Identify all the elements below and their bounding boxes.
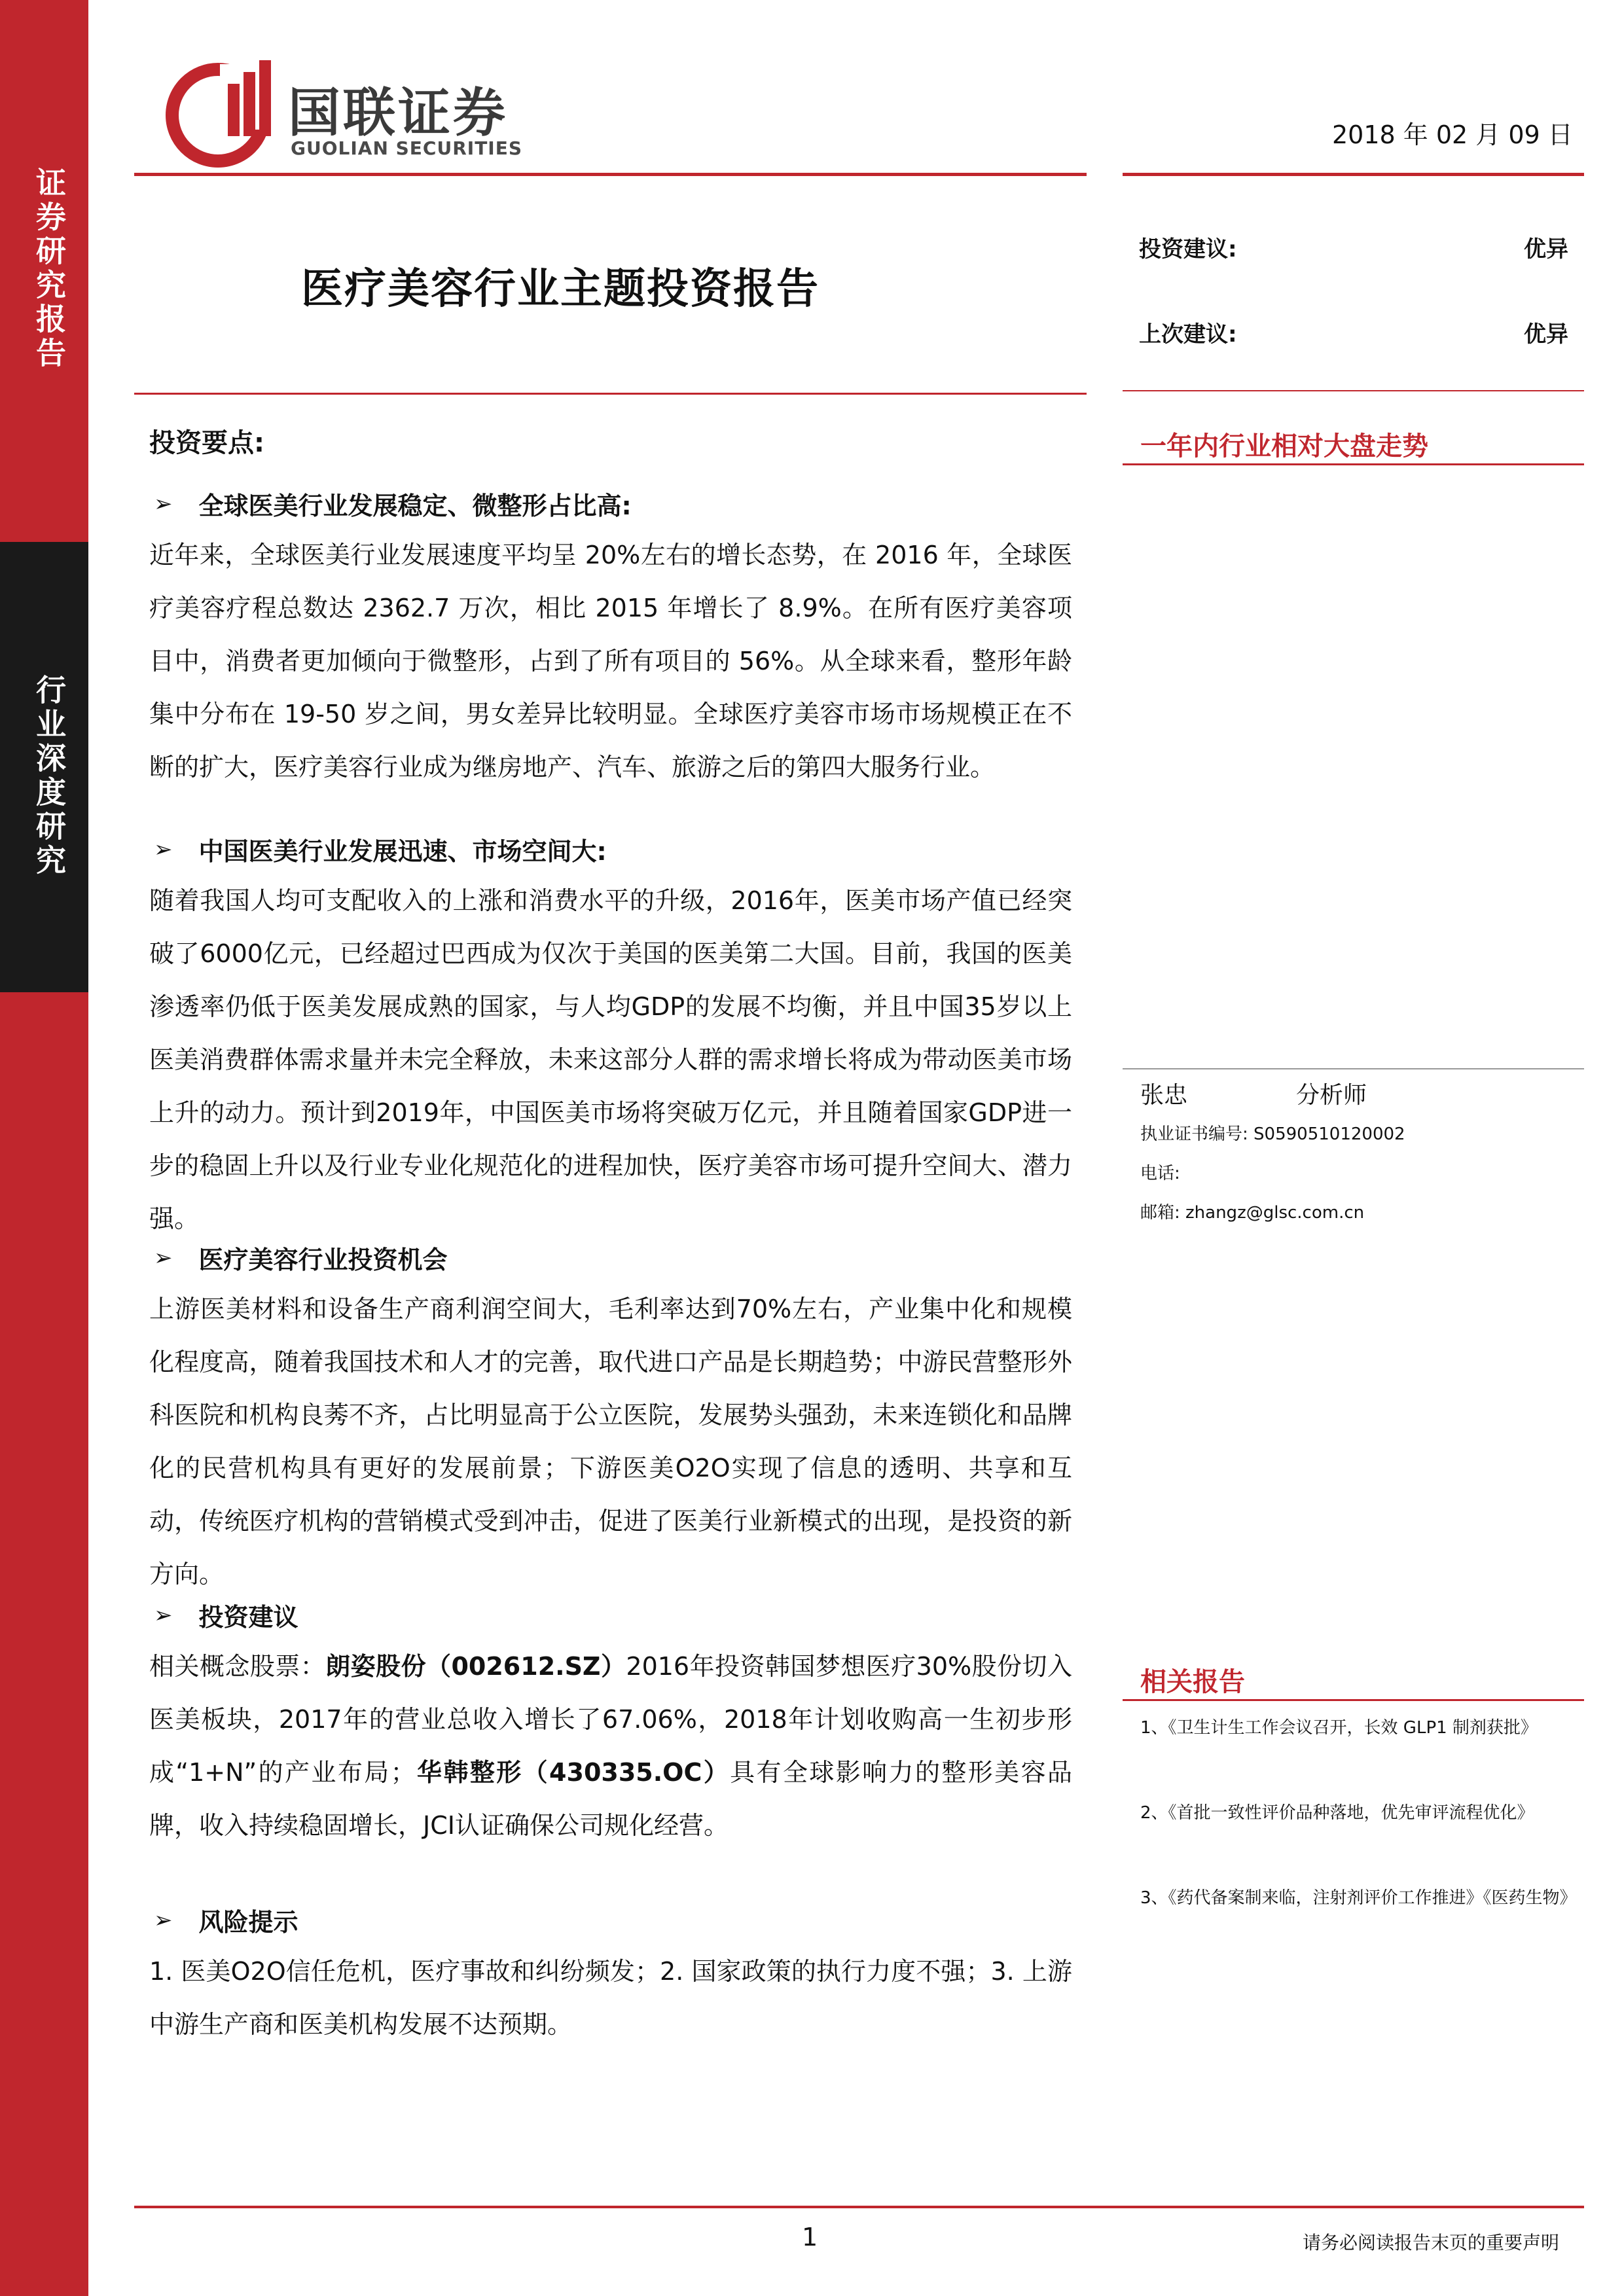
chart-heading-rule xyxy=(1123,463,1584,465)
related-heading-rule xyxy=(1123,1699,1584,1701)
section-1-body: 近年来，全球医美行业发展速度平均呈 20%左右的增长态势，在 2016 年，全球医疗美容疗程总数达 2362.7 万次，相比 2015 年增长了 8.9%。在所有医疗美容项目中，消费者更加倾向于微整形，占到了所有项目的 56%。从全球来看，整形年龄集中分布在 19-50 岁之间，男女差异比较明显。全球医疗美容市场市场规模正在不断的扩大，医疗美容行业成为继房地产、汽车、旅游之后的第四大服务行业。 xyxy=(149,541,1072,781)
analyst-cert: 执业证书编号: S0590510120002 xyxy=(1140,1124,1405,1144)
section-1-title: 全球医美行业发展稳定、微整形占比高: xyxy=(198,492,632,520)
bullet-arrow-icon: ➢ xyxy=(154,490,173,517)
section-3-body: 上游医美材料和设备生产商利润空间大，毛利率达到70%左右，产业集中化和规模化程度高，随着我国技术和人才的完善，取代进口产品是长期趋势；中游民营整形外科医院和机构良莠不齐，占比明显高于公立医院，发展势头强劲，未来连锁化和品牌化的民营机构具有更好的发展前景；下游医美O2O实现了信息的透明、共享和互动，传统医疗机构的营销模式受到冲击，促进了医美行业新模式的出现，是投资的新方向。 xyxy=(149,1295,1072,1588)
analyst-phone: 电话: xyxy=(1140,1164,1180,1183)
related-heading: 相关报告 xyxy=(1140,1667,1245,1697)
section-2-body: 随着我国人均可支配收入的上涨和消费水平的升级，2016年，医美市场产值已经突破了6000亿元，已经超过巴西成为仅次于美国的医美第二大国。目前，我国的医美渗透率仍低于医美发展成熟的国家，与人均GDP的发展不均衡，并且中国35岁以上医美消费群体需求量并未完全释放，未来这部分人群的需求增长将成为带动医美市场上升的动力。预计到2019年，中国医美市场将突破万亿元，并且随着国家GDP进一步的稳固上升以及行业专业化规范化的进程加快，医疗美容市场可提升空间大、潜力强。 xyxy=(149,886,1072,1233)
logo-name-en: GUOLIAN SECURITIES xyxy=(291,137,522,159)
key-points-heading: 投资要点: xyxy=(149,428,264,458)
stock-langzi: 朗姿股份（002612.SZ） xyxy=(325,1652,626,1681)
analyst-top-rule xyxy=(1123,1068,1584,1069)
section-4-prefix: 相关概念股票： xyxy=(149,1652,326,1681)
bullet-arrow-icon: ➢ xyxy=(154,1602,173,1628)
rating-previous-label: 上次建议: xyxy=(1139,321,1237,348)
section-2-title: 中国医美行业发展迅速、市场空间大: xyxy=(198,837,607,866)
related-item-2[interactable]: 2、《首批一致性评价品种落地，优先审评流程优化》 xyxy=(1140,1803,1534,1823)
rating-current-label: 投资建议: xyxy=(1139,236,1237,262)
section-4-suffix: 具有全球影响力的整形美容品牌，收入持续稳固增长，JCI认证确保公司规化经营。 xyxy=(149,1758,1072,1840)
section-2-header xyxy=(154,831,607,867)
side-label-report-type: 证券研究报告 xyxy=(31,167,67,371)
section-4-mid: 2016年投资韩国梦想医疗30%股份切入医美板块，2017年的营业总收入增长了67.06%，2018年计划收购高一生初步形成“1+N”的产业布局； xyxy=(149,1652,1072,1787)
stock-huahan: 华韩整形（430335.OC） xyxy=(415,1758,731,1787)
footer-rule xyxy=(134,2206,1584,2208)
header-rule-left xyxy=(134,173,1087,176)
section-3-title: 医疗美容行业投资机会 xyxy=(198,1246,448,1274)
related-item-1[interactable]: 1、《卫生计生工作会议召开，长效 GLP1 制剂获批》 xyxy=(1140,1718,1538,1738)
page-title: 医疗美容行业主题投资报告 xyxy=(301,265,820,314)
title-rule xyxy=(134,393,1087,395)
analyst-name: 张忠 xyxy=(1140,1082,1188,1109)
footer-disclaimer: 请务必阅读报告末页的重要声明 xyxy=(1303,2232,1560,2253)
report-date: 2018 年 02 月 09 日 xyxy=(1332,120,1573,149)
chart-heading: 一年内行业相对大盘走势 xyxy=(1140,431,1428,461)
bullet-arrow-icon: ➢ xyxy=(154,1907,173,1933)
header-rule-right xyxy=(1123,173,1584,176)
logo-emblem-icon xyxy=(162,58,274,169)
section-5-body: 1. 医美O2O信任危机，医疗事故和纠纷频发；2. 国家政策的执行力度不强；3. 上游中游生产商和医美机构发展不达预期。 xyxy=(149,1957,1072,2039)
bullet-arrow-icon: ➢ xyxy=(154,1244,173,1271)
analyst-email: 邮箱: zhangz@glsc.com.cn xyxy=(1140,1203,1365,1223)
logo-name-cn: 国联证券 xyxy=(288,82,508,143)
section-4-title: 投资建议 xyxy=(198,1603,298,1632)
side-label-category: 行业深度研究 xyxy=(31,674,67,878)
section-4-body xyxy=(149,1640,1072,1852)
analyst-role: 分析师 xyxy=(1296,1082,1367,1109)
rating-previous-value: 优异 xyxy=(1524,321,1568,348)
rating-rule xyxy=(1123,390,1584,391)
section-4-header xyxy=(154,1597,298,1633)
section-5-header xyxy=(154,1902,298,1938)
company-logo xyxy=(162,58,274,169)
section-1-header xyxy=(154,486,632,522)
rating-current-value: 优异 xyxy=(1524,236,1568,262)
section-5-title: 风险提示 xyxy=(198,1908,298,1937)
related-item-3[interactable]: 3、《药代备案制来临，注射剂评价工作推进》《医药生物》 xyxy=(1140,1888,1577,1908)
section-3-header xyxy=(154,1240,448,1276)
bullet-arrow-icon: ➢ xyxy=(154,836,173,863)
page-number: 1 xyxy=(802,2223,818,2251)
